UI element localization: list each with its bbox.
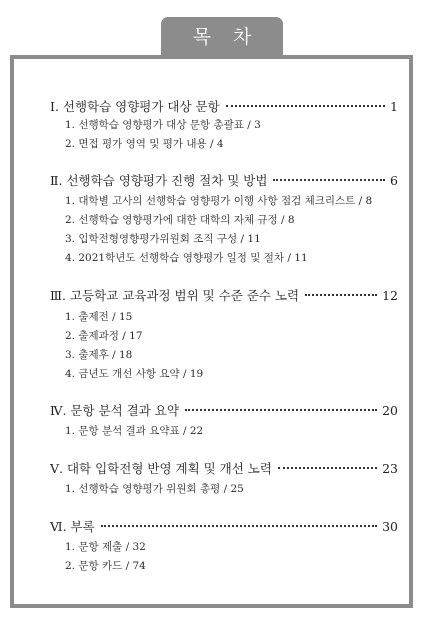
- section-title: Ⅴ. 대학 입학전형 반영 계획 및 개선 노력: [50, 461, 272, 476]
- toc-item[interactable]: 2. 출제과정 / 17: [65, 330, 143, 342]
- section-title: Ⅵ. 부록: [50, 519, 95, 534]
- section-page: 6: [390, 173, 398, 188]
- dot-leader: [226, 105, 385, 107]
- toc-section-5[interactable]: [50, 459, 398, 477]
- section-title: Ⅱ. 선행학습 영향평가 진행 절차 및 방법: [50, 173, 268, 188]
- section-page: 23: [382, 461, 398, 476]
- section-page: 30: [382, 519, 398, 534]
- toc-section-1[interactable]: [50, 97, 398, 115]
- section-page: 20: [382, 403, 398, 418]
- toc-item[interactable]: 3. 입학전형영향평가위원회 조직 구성 / 11: [65, 233, 261, 245]
- dot-leader: [101, 525, 377, 527]
- toc-item[interactable]: 2. 선행학습 영향평가에 대한 대학의 자체 규정 / 8: [65, 214, 295, 226]
- toc-frame: [10, 55, 413, 608]
- dot-leader: [278, 467, 377, 469]
- toc-section-3[interactable]: [50, 286, 398, 304]
- dot-leader: [273, 179, 385, 181]
- toc-item[interactable]: 3. 출제후 / 18: [65, 349, 133, 361]
- toc-item[interactable]: 2. 문항 카드 / 74: [65, 560, 146, 572]
- section-page: 1: [390, 99, 398, 114]
- toc-section-6[interactable]: [50, 517, 398, 535]
- toc-title: 목 차: [161, 17, 283, 57]
- toc-section-2[interactable]: [50, 171, 398, 189]
- section-title: Ⅲ. 고등학교 교육과정 범위 및 수준 준수 노력: [50, 288, 300, 303]
- toc-item[interactable]: 1. 문항 분석 결과 요약표 / 22: [65, 425, 204, 437]
- dot-leader: [305, 294, 377, 296]
- toc-item[interactable]: 1. 선행학습 영향평가 위원회 총평 / 25: [65, 483, 244, 495]
- toc-item[interactable]: 2. 면접 평가 영역 및 평가 내용 / 4: [65, 138, 224, 150]
- toc-content: [14, 59, 409, 604]
- toc-item[interactable]: 4. 금년도 개선 사항 요약 / 19: [65, 368, 204, 380]
- toc-item[interactable]: 1. 선행학습 영향평가 대상 문항 총괄표 / 3: [65, 119, 261, 131]
- toc-item[interactable]: 1. 대학별 고사의 선행학습 영향평가 이행 사항 점검 체크리스트 / 8: [65, 195, 373, 207]
- toc-section-4[interactable]: [50, 401, 398, 419]
- section-title: Ⅳ. 문항 분석 결과 요약: [50, 403, 179, 418]
- section-page: 12: [382, 288, 398, 303]
- toc-item[interactable]: 1. 출제전 / 15: [65, 311, 133, 323]
- toc-item[interactable]: 4. 2021학년도 선행학습 영향평가 일정 및 절차 / 11: [65, 252, 308, 264]
- section-title: Ⅰ. 선행학습 영향평가 대상 문항: [50, 99, 220, 114]
- toc-item[interactable]: 1. 문항 제출 / 32: [65, 541, 146, 553]
- dot-leader: [185, 409, 377, 411]
